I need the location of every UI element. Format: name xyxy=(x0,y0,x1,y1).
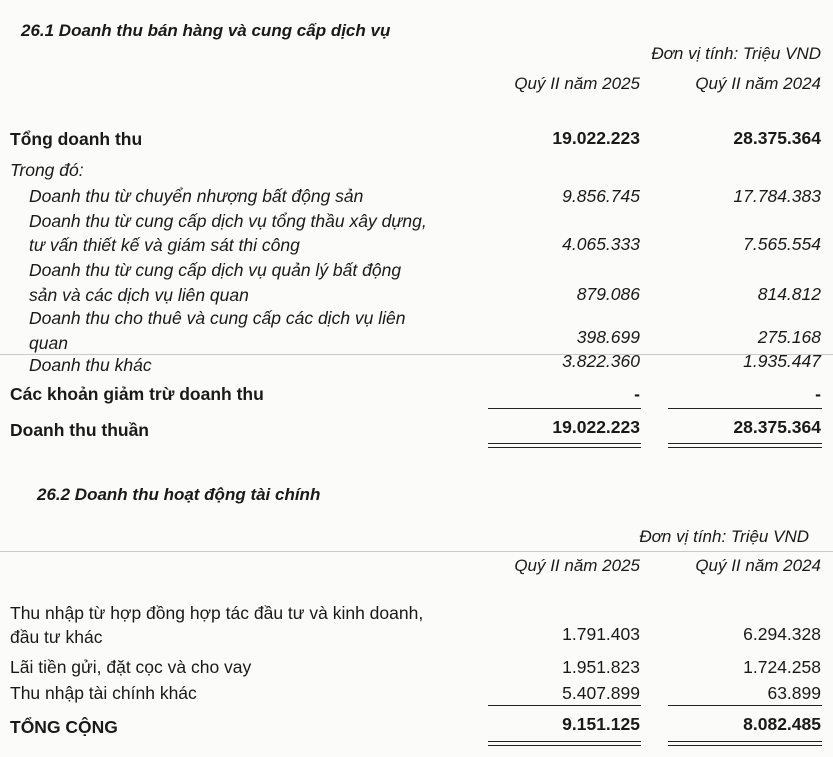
other-revenue-2024: 1.935.447 xyxy=(743,351,821,371)
grand-total-2024: 8.082.485 xyxy=(743,714,821,734)
other-revenue-label: Doanh thu khác xyxy=(29,355,152,375)
other-financial-income-2024: 63.899 xyxy=(767,683,821,703)
property-management-label-line1: Doanh thu từ cung cấp dịch vụ quản lý bất động xyxy=(29,260,402,280)
net-revenue-label: Doanh thu thuần xyxy=(10,420,150,440)
scan-fold-line-2 xyxy=(0,551,833,552)
investment-cooperation-label-line1: Thu nhập từ hợp đồng hợp tác đầu tư và kinh doanh, xyxy=(10,603,424,623)
total-double-rule-col1 xyxy=(488,443,641,448)
grand-total-double-rule-col1 xyxy=(488,741,641,746)
total-double-rule-col2 xyxy=(668,443,822,448)
property-management-label-line2: sản và các dịch vụ liên quan xyxy=(29,285,249,305)
revenue-deductions-2024: - xyxy=(815,384,821,404)
grand-total-double-rule-col2 xyxy=(668,741,822,746)
construction-services-2024: 7.565.554 xyxy=(743,234,821,254)
construction-services-label-line1: Doanh thu từ cung cấp dịch vụ tổng thầu xây dựng, xyxy=(29,211,427,231)
investment-cooperation-2025: 1.791.403 xyxy=(562,624,640,644)
grand-total-label: TỔNG CỘNG xyxy=(10,717,118,737)
section2-heading: 26.2 Doanh thu hoạt động tài chính xyxy=(37,485,321,504)
other-revenue-2025: 3.822.360 xyxy=(562,351,640,371)
of-which-label: Trong đó: xyxy=(10,160,84,180)
property-management-2024: 814.812 xyxy=(757,284,821,304)
leasing-services-2025: 398.699 xyxy=(576,327,640,347)
grand-total-2025: 9.151.125 xyxy=(562,714,640,734)
leasing-services-label-line1: Doanh thu cho thuê và cung cấp các dịch vụ liên xyxy=(29,308,406,328)
section2-col2-header: Quý II năm 2024 xyxy=(695,556,821,575)
other-financial-income-2025: 5.407.899 xyxy=(562,683,640,703)
other-financial-income-label: Thu nhập tài chính khác xyxy=(10,683,197,703)
deposit-interest-2025: 1.951.823 xyxy=(562,657,640,677)
leasing-services-label-line2: quan xyxy=(29,333,68,353)
total-revenue-2025: 19.022.223 xyxy=(552,128,640,148)
net-revenue-2025: 19.022.223 xyxy=(552,417,640,437)
section1-col1-header: Quý II năm 2025 xyxy=(514,74,640,93)
net-revenue-2024: 28.375.364 xyxy=(733,417,821,437)
subtotal2-rule-col2 xyxy=(668,705,822,706)
construction-services-label-line2: tư vấn thiết kế và giám sát thi công xyxy=(29,235,300,255)
section1-unit: Đơn vị tính: Triệu VND xyxy=(651,44,821,63)
property-management-2025: 879.086 xyxy=(576,284,640,304)
section2-col1-header: Quý II năm 2025 xyxy=(514,556,640,575)
real-estate-transfer-2024: 17.784.383 xyxy=(733,186,821,206)
section1-heading: 26.1 Doanh thu bán hàng và cung cấp dịch vụ xyxy=(21,21,391,40)
investment-cooperation-label-line2: đầu tư khác xyxy=(10,627,103,647)
real-estate-transfer-label: Doanh thu từ chuyển nhượng bất động sản xyxy=(29,186,364,206)
construction-services-2025: 4.065.333 xyxy=(562,234,640,254)
section2-unit: Đơn vị tính: Triệu VND xyxy=(639,527,809,546)
investment-cooperation-2024: 6.294.328 xyxy=(743,624,821,644)
total-revenue-2024: 28.375.364 xyxy=(733,128,821,148)
deposit-interest-2024: 1.724.258 xyxy=(743,657,821,677)
subtotal-rule-col1 xyxy=(488,408,641,409)
deposit-interest-label: Lãi tiền gửi, đặt cọc và cho vay xyxy=(10,657,252,677)
subtotal-rule-col2 xyxy=(668,408,822,409)
section1-col2-header: Quý II năm 2024 xyxy=(695,74,821,93)
real-estate-transfer-2025: 9.856.745 xyxy=(562,186,640,206)
revenue-deductions-label: Các khoản giảm trừ doanh thu xyxy=(10,384,264,404)
total-revenue-label: Tổng doanh thu xyxy=(10,129,143,149)
leasing-services-2024: 275.168 xyxy=(757,327,821,347)
revenue-deductions-2025: - xyxy=(634,384,640,404)
subtotal2-rule-col1 xyxy=(488,705,641,706)
